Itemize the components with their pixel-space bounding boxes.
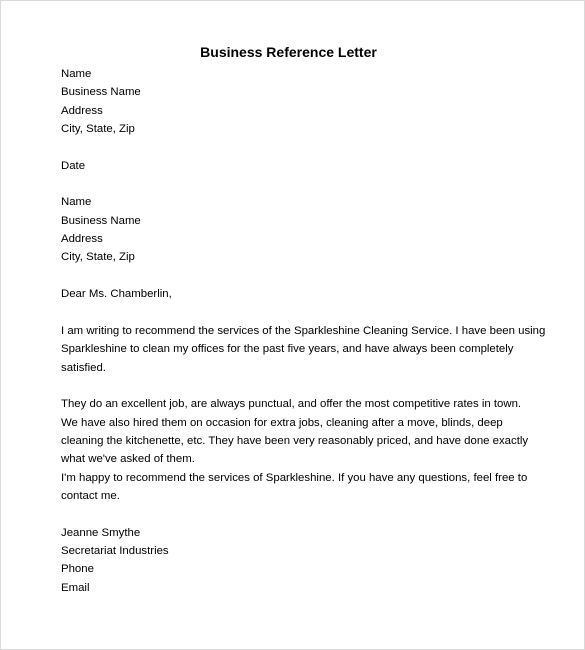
signature-phone: Phone	[61, 563, 94, 576]
letter-date: Date	[61, 159, 86, 172]
signature-block	[61, 524, 531, 597]
paragraph-2-line: contact me.	[61, 489, 120, 502]
sender-name: Name	[61, 68, 92, 80]
sender-business-name: Business Name	[61, 86, 141, 99]
letter-body	[61, 65, 546, 597]
spacer	[61, 377, 531, 395]
paragraph-2-line: We have also hired them on occasion for extra jobs, cleaning after a move, blinds, deep	[61, 416, 503, 429]
sender-address: Address	[61, 104, 103, 117]
paragraph-2-line: cleaning the kitchenette, etc. They have been very reasonably priced, and have done exactly	[61, 434, 529, 447]
paragraph-2-line: what we've asked of them.	[61, 453, 195, 466]
recipient-city-state-zip: City, State, Zip	[61, 251, 135, 264]
spacer	[61, 303, 531, 321]
recipient-business-name: Business Name	[61, 214, 141, 227]
spacer	[61, 138, 531, 156]
sender-address-block	[61, 65, 531, 138]
recipient-address: Address	[61, 233, 103, 246]
recipient-address-block	[61, 193, 531, 266]
spacer	[61, 505, 531, 523]
signature-email: Email	[61, 581, 90, 594]
paragraph-1-line: Sparkleshine to clean my offices for the past five years, and have always been completely	[61, 343, 514, 356]
spacer	[61, 175, 531, 193]
recipient-name: Name	[61, 196, 92, 209]
paragraph-1-line: satisfied.	[61, 361, 106, 374]
signature-company: Secretariat Industries	[61, 544, 169, 557]
signature-name: Jeanne Smythe	[61, 526, 141, 539]
salutation: Dear Ms. Chamberlin,	[61, 288, 172, 301]
sender-city-state-zip: City, State, Zip	[61, 123, 135, 136]
document-title: Business Reference Letter	[200, 44, 377, 60]
paragraph-2	[61, 395, 531, 505]
paragraph-2-line: They do an excellent job, are always punctual, and offer the most competitive rates in town.	[61, 398, 522, 411]
paragraph-1	[61, 322, 546, 377]
spacer	[61, 267, 531, 285]
paragraph-1-line: I am writing to recommend the services of the Sparkleshine Cleaning Service. I have been using	[61, 324, 546, 337]
paragraph-2-line: I'm happy to recommend the services of Sparkleshine. If you have any questions, feel free to	[61, 471, 528, 484]
